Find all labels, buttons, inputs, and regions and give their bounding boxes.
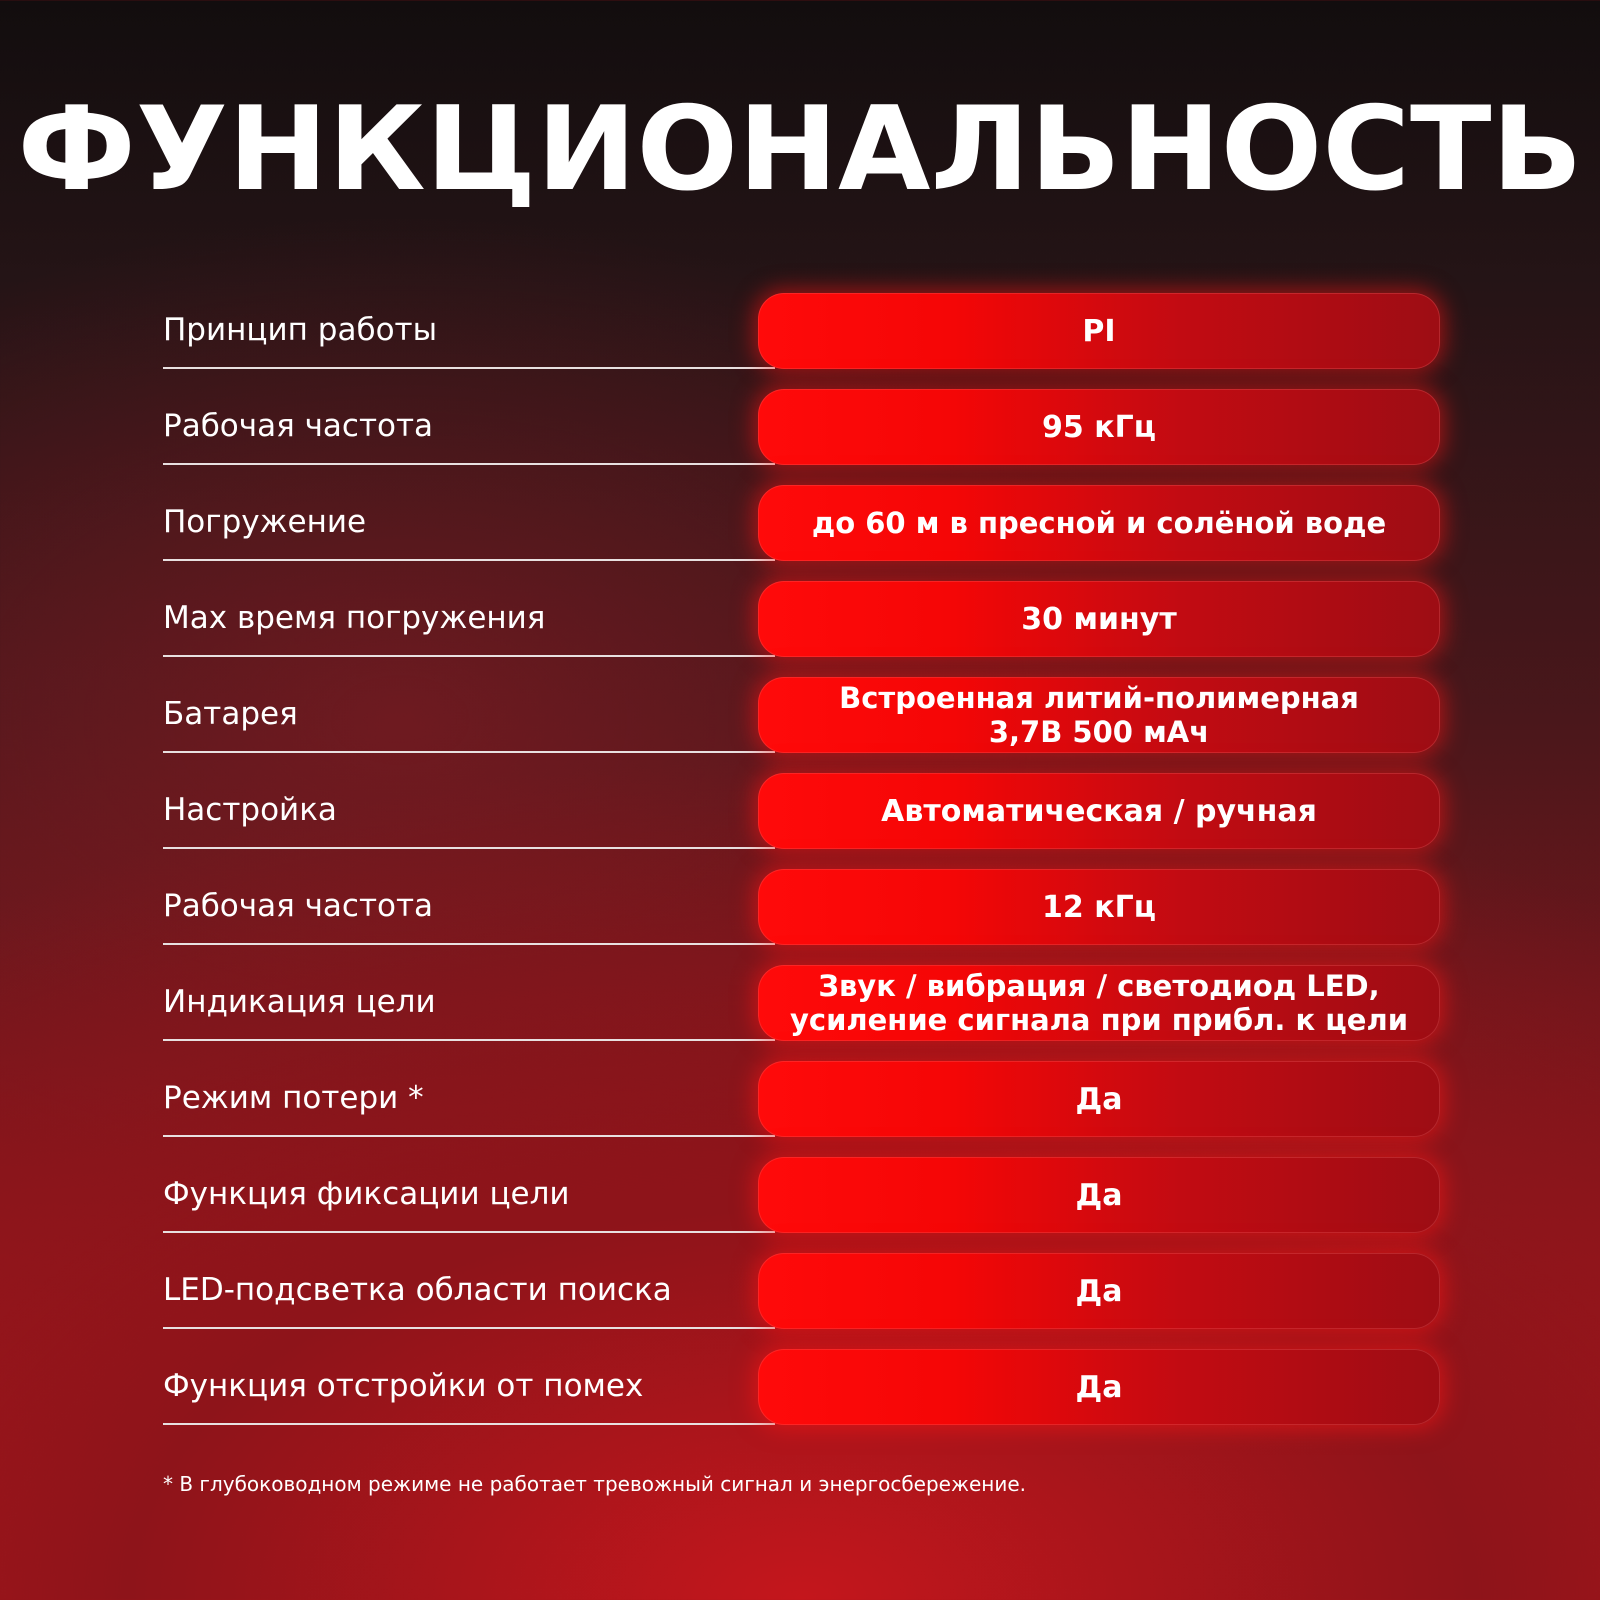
spec-value-pill xyxy=(758,1061,1440,1137)
spec-value: Да xyxy=(1075,1369,1123,1405)
row-divider xyxy=(163,943,775,945)
spec-value-pill xyxy=(758,1157,1440,1233)
spec-value: PI xyxy=(1082,313,1116,349)
spec-table xyxy=(163,290,1438,1442)
spec-label: Индикация цели xyxy=(163,983,436,1020)
spec-label: Принцип работы xyxy=(163,311,438,348)
row-divider xyxy=(163,559,775,561)
spec-value-pill xyxy=(758,965,1440,1041)
spec-value: Звук / вибрация / светодиод LED, усиление сигнала при прибл. к цели xyxy=(789,969,1409,1037)
row-divider xyxy=(163,1231,775,1233)
row-divider xyxy=(163,847,775,849)
spec-row xyxy=(163,674,1438,770)
spec-value: до 60 м в пресной и солёной воде xyxy=(811,506,1387,540)
row-divider xyxy=(163,367,775,369)
row-divider xyxy=(163,1327,775,1329)
spec-value-pill xyxy=(758,389,1440,465)
spec-value: 30 минут xyxy=(1021,601,1177,637)
row-divider xyxy=(163,1039,775,1041)
spec-value-pill xyxy=(758,293,1440,369)
page-title: ФУНКЦИОНАЛЬНОСТЬ xyxy=(17,82,1583,217)
spec-value-pill xyxy=(758,1349,1440,1425)
spec-label: Погружение xyxy=(163,503,367,540)
spec-row xyxy=(163,1346,1438,1442)
spec-row xyxy=(163,290,1438,386)
spec-label: Функция фиксации цели xyxy=(163,1175,570,1212)
spec-value: Да xyxy=(1075,1081,1123,1117)
spec-value: 95 кГц xyxy=(1042,409,1156,445)
spec-label: Max время погружения xyxy=(163,599,546,636)
spec-row xyxy=(163,962,1438,1058)
footnote: * В глубоководном режиме не работает тревожный сигнал и энергосбережение. xyxy=(163,1472,1027,1496)
row-divider xyxy=(163,1135,775,1137)
row-divider xyxy=(163,751,775,753)
spec-value-pill xyxy=(758,485,1440,561)
spec-label: Функция отстройки от помех xyxy=(163,1367,644,1404)
spec-value-pill xyxy=(758,869,1440,945)
spec-row xyxy=(163,1058,1438,1154)
spec-value: Встроенная литий-полимерная 3,7В 500 мАч xyxy=(839,681,1359,749)
spec-row xyxy=(163,770,1438,866)
spec-row xyxy=(163,386,1438,482)
spec-row xyxy=(163,578,1438,674)
spec-value-pill xyxy=(758,581,1440,657)
spec-label: Режим потери * xyxy=(163,1079,424,1116)
spec-row xyxy=(163,482,1438,578)
spec-row xyxy=(163,1154,1438,1250)
row-divider xyxy=(163,463,775,465)
spec-value: 12 кГц xyxy=(1042,889,1156,925)
spec-row xyxy=(163,1250,1438,1346)
spec-label: LED-подсветка области поиска xyxy=(163,1271,672,1308)
row-divider xyxy=(163,655,775,657)
spec-label: Рабочая частота xyxy=(163,887,434,924)
row-divider xyxy=(163,1423,775,1425)
spec-label: Батарея xyxy=(163,695,298,732)
spec-value: Автоматическая / ручная xyxy=(881,793,1317,829)
spec-label: Рабочая частота xyxy=(163,407,434,444)
spec-row xyxy=(163,866,1438,962)
spec-value: Да xyxy=(1075,1273,1123,1309)
spec-value-pill xyxy=(758,1253,1440,1329)
spec-value: Да xyxy=(1075,1177,1123,1213)
spec-label: Настройка xyxy=(163,791,337,828)
spec-value-pill xyxy=(758,677,1440,753)
spec-value-pill xyxy=(758,773,1440,849)
